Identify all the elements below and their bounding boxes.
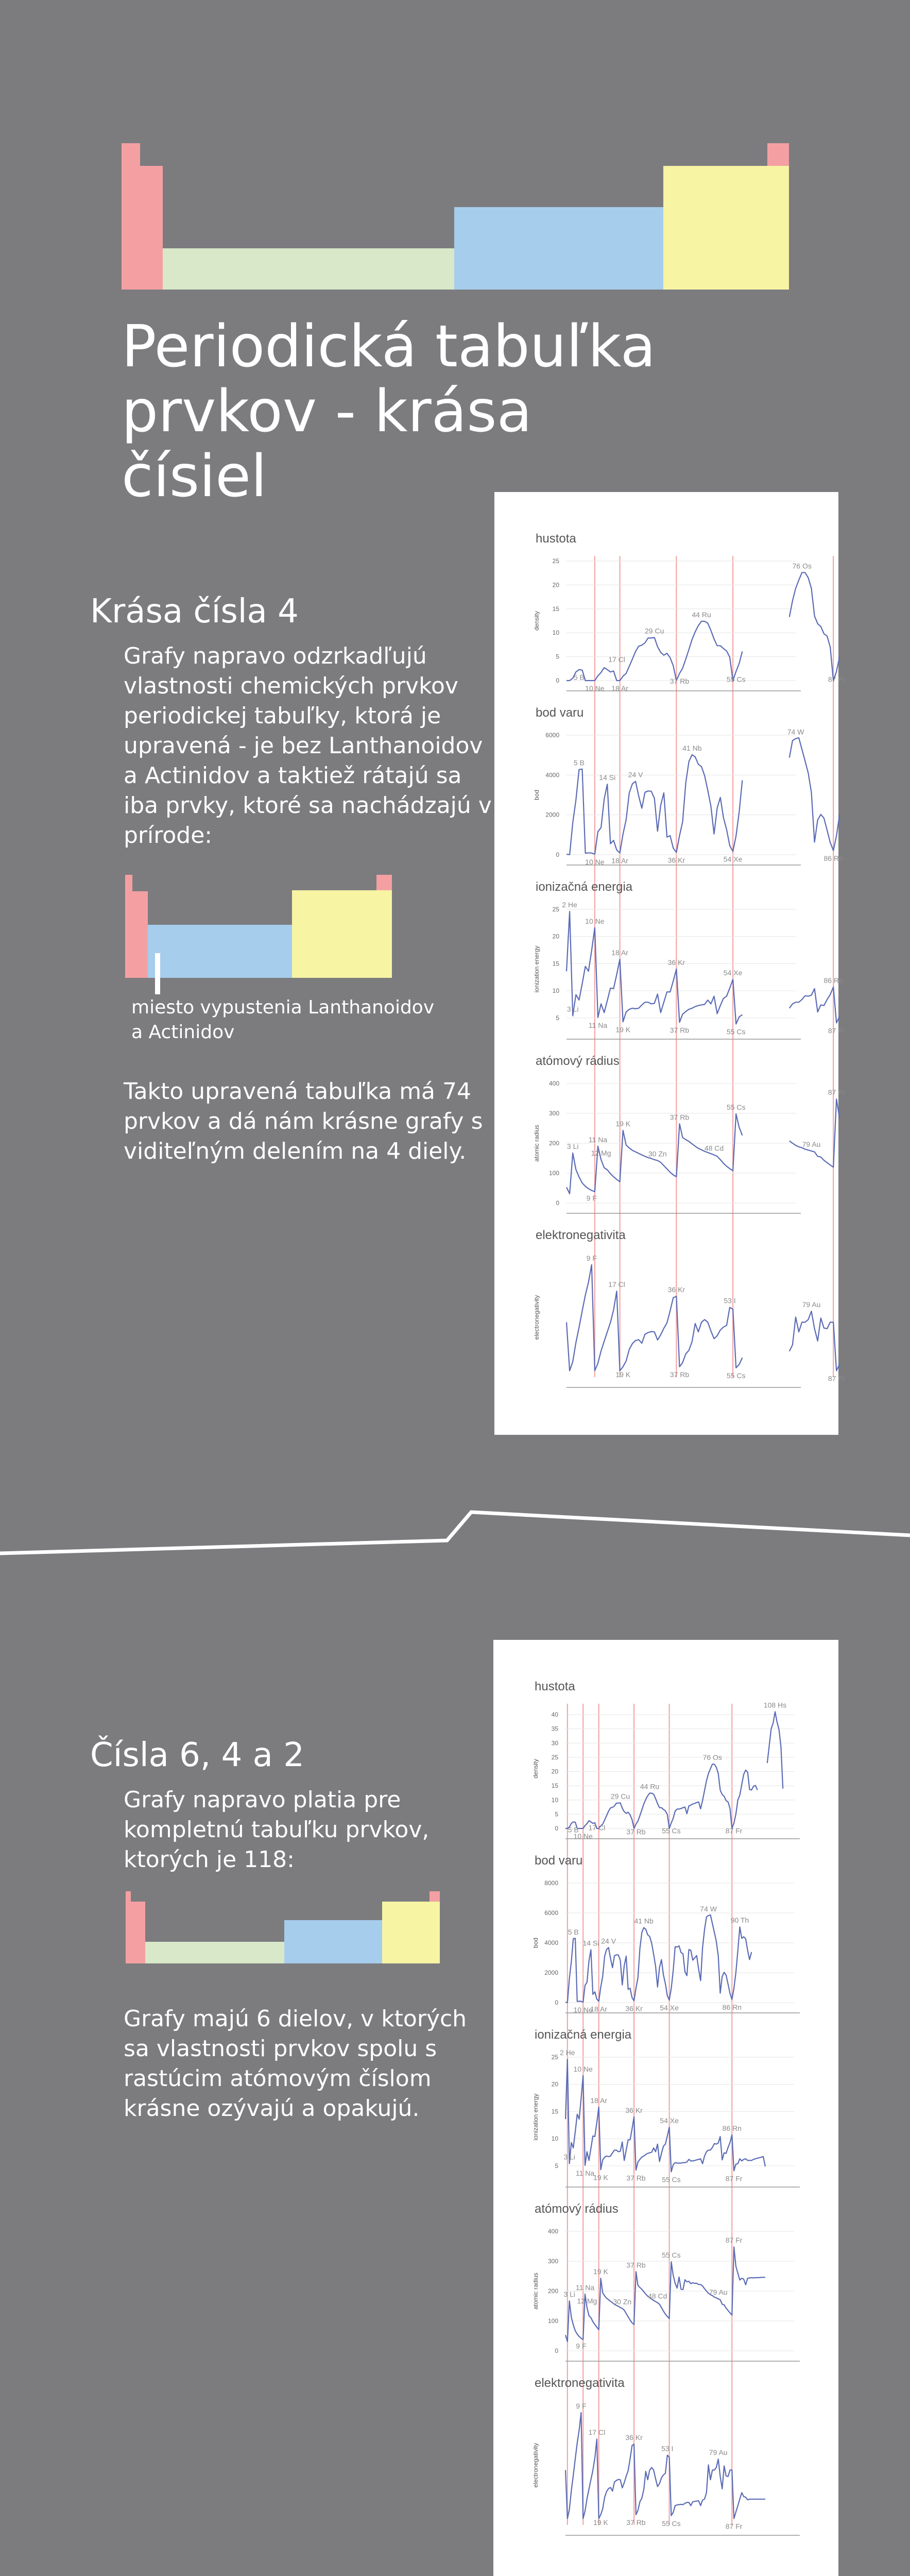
data-label: 54 Xe bbox=[660, 2004, 679, 2012]
data-label: 17 Cl bbox=[608, 655, 625, 664]
data-label: 108 Hs bbox=[763, 1701, 787, 1709]
y-tick-label: 6000 bbox=[545, 732, 559, 739]
data-label: 5 B bbox=[568, 1825, 579, 1834]
data-label: 87 Fr bbox=[828, 1374, 845, 1383]
y-tick-label: 400 bbox=[547, 2228, 558, 2235]
y-tick-label: 100 bbox=[547, 2317, 558, 2325]
y-tick-label: 30 bbox=[551, 1739, 558, 1747]
data-label: 55 Cs bbox=[662, 1826, 681, 1835]
y-tick-label: 20 bbox=[551, 1768, 558, 1775]
y-tick-label: 5 bbox=[556, 1014, 559, 1022]
data-label: 76 Os bbox=[702, 1753, 722, 1762]
title-line-2: prvkov - krása čísiel bbox=[122, 378, 533, 510]
full-block-s2 bbox=[131, 1902, 145, 1963]
periodic-table-shape-top bbox=[0, 0, 910, 309]
zigzag-line bbox=[0, 1512, 910, 1553]
data-label: 53 I bbox=[724, 1296, 736, 1305]
data-label: 24 V bbox=[628, 770, 643, 779]
series-line bbox=[565, 1712, 783, 1829]
data-label: 10 Ne bbox=[573, 2006, 593, 2014]
data-label: 19 K bbox=[593, 2518, 608, 2527]
data-label: 10 Ne bbox=[573, 1832, 593, 1840]
data-label: 36 Kr bbox=[625, 2106, 643, 2114]
full-block-p bbox=[382, 1902, 440, 1963]
y-axis-label: electronegativity bbox=[532, 2443, 539, 2488]
data-label: 2 He bbox=[560, 2048, 575, 2057]
section1-caption bbox=[131, 995, 492, 1045]
series-line bbox=[565, 1915, 751, 2003]
data-label: 55 Cs bbox=[662, 2175, 681, 2184]
y-tick-label: 200 bbox=[547, 2287, 558, 2295]
caption-line-2: a Actinidov bbox=[131, 1022, 235, 1043]
y-tick-label: 15 bbox=[552, 960, 559, 968]
chart-1-3 bbox=[533, 1054, 845, 1213]
data-label: 79 Au bbox=[802, 1300, 821, 1309]
full-block-he bbox=[430, 1891, 440, 1902]
data-label: 18 Ar bbox=[611, 856, 628, 865]
data-label: 54 Xe bbox=[723, 969, 743, 977]
data-label: 79 Au bbox=[709, 2448, 728, 2457]
block-d bbox=[454, 207, 663, 290]
small-block-s1 bbox=[125, 875, 132, 978]
y-tick-label: 10 bbox=[551, 1796, 558, 1804]
data-label: 79 Au bbox=[709, 2288, 728, 2297]
y-tick-label: 20 bbox=[552, 933, 559, 940]
data-label: 5 B bbox=[573, 758, 585, 767]
chart-panel-1 bbox=[494, 492, 845, 1435]
data-label: 87 Fr bbox=[725, 2522, 743, 2531]
y-tick-label: 0 bbox=[556, 851, 559, 858]
data-label: 41 Nb bbox=[682, 744, 702, 753]
data-label: 18 Ar bbox=[611, 684, 628, 692]
data-label: 10 Ne bbox=[573, 2064, 593, 2073]
y-tick-label: 2000 bbox=[545, 811, 559, 819]
data-label: 18 Ar bbox=[590, 2096, 608, 2105]
data-label: 54 Xe bbox=[723, 855, 743, 863]
data-label: 12 Mg bbox=[577, 2296, 597, 2305]
data-label: 24 V bbox=[601, 1937, 616, 1945]
data-label: 87 Fr bbox=[725, 2174, 743, 2183]
data-label: 74 W bbox=[787, 727, 804, 736]
series-line bbox=[566, 911, 839, 1024]
y-tick-label: 25 bbox=[552, 557, 559, 565]
block-p bbox=[663, 166, 789, 290]
data-label: 19 K bbox=[593, 2173, 608, 2182]
section2-paragraph1: Grafy napravo platia pre kompletnú tabuľku prvkov, ktorých je 118: bbox=[124, 1787, 430, 1873]
data-label: 36 Kr bbox=[625, 2433, 643, 2442]
y-tick-label: 300 bbox=[548, 1110, 559, 1117]
data-label: 3 Li bbox=[563, 2153, 575, 2161]
data-label: 5 B bbox=[568, 1928, 579, 1937]
data-label: 30 Zn bbox=[613, 2297, 632, 2306]
data-label: 37 Rb bbox=[669, 1026, 690, 1035]
data-label: 87 Fr bbox=[725, 2236, 743, 2245]
small-block-d bbox=[148, 925, 292, 978]
chart-panel-2-svg bbox=[493, 1640, 838, 2576]
data-label: 37 Rb bbox=[626, 2518, 646, 2527]
data-label: 86 Rn bbox=[823, 976, 843, 985]
data-label: 37 Rb bbox=[669, 677, 690, 686]
y-axis-label: atomic radius bbox=[532, 2273, 539, 2310]
data-label: 44 Ru bbox=[640, 1782, 660, 1791]
data-label: 55 Cs bbox=[726, 1371, 746, 1380]
chart-title: hustota bbox=[536, 532, 576, 546]
data-label: 76 Os bbox=[792, 562, 812, 570]
data-label: 44 Ru bbox=[692, 610, 711, 619]
data-label: 86 Rn bbox=[722, 2003, 742, 2011]
data-label: 11 Na bbox=[588, 1021, 608, 1029]
y-tick-label: 0 bbox=[556, 1199, 559, 1207]
chart-title: bod varu bbox=[535, 1854, 583, 1868]
y-tick-label: 300 bbox=[547, 2258, 558, 2265]
chart-panel-2 bbox=[493, 1640, 838, 2576]
caption-line-1: miesto vypustenia Lanthanoidov bbox=[131, 997, 435, 1018]
chart-1-0 bbox=[533, 532, 845, 692]
data-label: 86 Rn bbox=[722, 2124, 742, 2132]
data-label: 37 Rb bbox=[626, 1827, 646, 1836]
y-tick-label: 5 bbox=[556, 653, 559, 660]
chart-2-2 bbox=[532, 2028, 800, 2187]
data-label: 90 Th bbox=[730, 1916, 749, 1925]
data-label: 11 Na bbox=[588, 1135, 608, 1144]
full-block-d bbox=[284, 1920, 382, 1963]
y-axis-label: density bbox=[532, 1758, 539, 1779]
y-tick-label: 25 bbox=[551, 2054, 558, 2061]
y-tick-label: 100 bbox=[548, 1170, 559, 1177]
data-label: 17 Cl bbox=[588, 2428, 606, 2437]
small-block-p bbox=[292, 890, 392, 978]
data-label: 18 Ar bbox=[611, 948, 628, 957]
data-label: 37 Rb bbox=[669, 1370, 690, 1379]
small-block-he bbox=[376, 875, 392, 890]
series-line bbox=[566, 1265, 839, 1371]
y-tick-label: 5 bbox=[555, 2162, 558, 2170]
y-tick-label: 4000 bbox=[544, 1939, 558, 1946]
y-tick-label: 25 bbox=[552, 906, 559, 913]
data-label: 74 W bbox=[700, 1904, 717, 1913]
y-tick-label: 0 bbox=[555, 2347, 558, 2354]
y-tick-label: 20 bbox=[551, 2080, 558, 2088]
periodic-table-shape-small bbox=[122, 871, 431, 997]
y-tick-label: 15 bbox=[552, 605, 559, 613]
data-label: 19 K bbox=[593, 2267, 608, 2276]
data-label: 19 K bbox=[615, 1120, 631, 1128]
data-label: 11 Na bbox=[575, 2168, 595, 2177]
series-line bbox=[566, 738, 839, 855]
data-label: 17 Cl bbox=[608, 1280, 625, 1289]
y-tick-label: 0 bbox=[556, 677, 559, 684]
block-f bbox=[163, 248, 454, 290]
section-divider bbox=[0, 1484, 910, 1566]
data-label: 79 Au bbox=[802, 1140, 821, 1149]
data-label: 48 Cd bbox=[704, 1144, 724, 1153]
section1-heading: Krása čísla 4 bbox=[90, 592, 299, 631]
chart-2-1 bbox=[532, 1854, 800, 2014]
data-label: 55 Cs bbox=[726, 675, 746, 684]
title-line-1: Periodická tabuľka bbox=[122, 313, 656, 380]
data-label: 55 Cs bbox=[726, 1027, 746, 1036]
data-label: 19 K bbox=[615, 1370, 631, 1379]
data-label: 37 Rb bbox=[669, 1113, 690, 1122]
lanthanoid-gap-marker bbox=[155, 953, 160, 994]
data-label: 10 Ne bbox=[585, 684, 605, 692]
chart-title: bod varu bbox=[536, 706, 584, 720]
data-label: 19 K bbox=[615, 1025, 631, 1034]
chart-title: elektronegativita bbox=[535, 2376, 625, 2390]
data-label: 3 Li bbox=[566, 1005, 579, 1013]
page-title bbox=[122, 314, 688, 509]
y-tick-label: 0 bbox=[555, 1999, 558, 2006]
data-label: 86 Rn bbox=[823, 854, 843, 862]
y-axis-label: bod bbox=[532, 1937, 539, 1948]
y-axis-label: electronegativity bbox=[533, 1295, 540, 1340]
periodic-table-shape-full bbox=[122, 1888, 451, 1965]
block-s-col2 bbox=[140, 166, 163, 290]
y-tick-label: 15 bbox=[551, 2108, 558, 2115]
y-tick-label: 6000 bbox=[544, 1909, 558, 1917]
data-label: 87 Fr bbox=[725, 1826, 743, 1835]
chart-2-0 bbox=[532, 1680, 800, 1840]
y-tick-label: 10 bbox=[552, 629, 559, 637]
y-axis-label: ionization energy bbox=[533, 945, 540, 993]
chart-1-4 bbox=[533, 1228, 845, 1387]
data-label: 36 Kr bbox=[625, 2004, 643, 2013]
data-label: 36 Kr bbox=[667, 958, 685, 967]
y-tick-label: 10 bbox=[552, 987, 559, 995]
y-tick-label: 2000 bbox=[544, 1969, 558, 1976]
section1-paragraph1: Grafy napravo odzrkadľujú vlastnosti chemických prvkov periodickej tabuľky, ktorá je upravená - je bez Lanthanoidov a Actinidov a taktiež rátajú sa iba prvky, ktoré sa nachádzajú v prírode: bbox=[124, 643, 492, 849]
y-tick-label: 20 bbox=[552, 581, 559, 589]
y-tick-label: 40 bbox=[551, 1711, 558, 1719]
data-label: 53 I bbox=[661, 2444, 674, 2453]
data-label: 10 Ne bbox=[585, 857, 605, 866]
chart-1-1 bbox=[533, 706, 843, 866]
data-label: 48 Cd bbox=[648, 2292, 667, 2300]
y-tick-label: 10 bbox=[551, 2135, 558, 2143]
data-label: 29 Cu bbox=[645, 626, 664, 635]
chart-panel-1-svg bbox=[494, 492, 845, 1435]
data-label: 41 Nb bbox=[634, 1917, 654, 1925]
data-label: 14 Si bbox=[582, 1939, 599, 1947]
data-label: 18 Ar bbox=[590, 2005, 608, 2013]
data-label: 3 Li bbox=[563, 2290, 575, 2299]
data-label: 5 B bbox=[573, 673, 585, 682]
y-tick-label: 25 bbox=[551, 1753, 558, 1761]
data-label: 11 Na bbox=[575, 2283, 595, 2292]
data-label: 55 Cs bbox=[726, 1103, 746, 1112]
chart-title: atómový rádius bbox=[535, 2202, 619, 2216]
block-s-col1 bbox=[122, 143, 140, 290]
y-tick-label: 35 bbox=[551, 1725, 558, 1733]
chart-1-2 bbox=[533, 880, 845, 1039]
y-axis-label: density bbox=[533, 611, 540, 631]
y-tick-label: 4000 bbox=[545, 771, 559, 779]
chart-title: atómový rádius bbox=[536, 1054, 620, 1068]
data-label: 3 Li bbox=[566, 1142, 579, 1151]
data-label: 9 F bbox=[586, 1194, 597, 1202]
chart-2-4 bbox=[532, 2376, 800, 2535]
series-line bbox=[565, 2059, 765, 2172]
data-label: 30 Zn bbox=[648, 1149, 667, 1158]
data-label: 37 Rb bbox=[626, 2174, 646, 2182]
data-label: 14 Si bbox=[599, 773, 616, 782]
y-tick-label: 400 bbox=[548, 1080, 559, 1087]
data-label: 55 Cs bbox=[662, 2251, 681, 2260]
chart-2-3 bbox=[532, 2202, 800, 2361]
data-label: 87 Fr bbox=[828, 675, 845, 684]
y-axis-label: ionization energy bbox=[532, 2093, 539, 2141]
block-he bbox=[767, 143, 789, 166]
y-tick-label: 15 bbox=[551, 1782, 558, 1790]
chart-title: ionizačná energia bbox=[536, 880, 633, 894]
chart-title: ionizačná energia bbox=[535, 2028, 632, 2042]
y-axis-label: atomic radius bbox=[533, 1125, 540, 1162]
data-label: 9 F bbox=[586, 1253, 597, 1262]
section1-paragraph2: Takto upravená tabuľka má 74 prvkov a dá nám krásne grafy s viditeľným delením na 4 diely. bbox=[124, 1078, 483, 1164]
y-axis-label: bod bbox=[533, 789, 540, 801]
data-label: 36 Kr bbox=[667, 1285, 685, 1294]
data-label: 10 Ne bbox=[585, 917, 605, 925]
data-label: 9 F bbox=[576, 2342, 587, 2350]
data-label: 87 Fr bbox=[828, 1088, 845, 1097]
y-tick-label: 8000 bbox=[544, 1879, 558, 1887]
data-label: 54 Xe bbox=[660, 2116, 679, 2125]
y-tick-label: 0 bbox=[555, 1825, 558, 1832]
data-label: 36 Kr bbox=[667, 856, 685, 865]
full-block-s1 bbox=[126, 1891, 131, 1963]
data-label: 17 Cl bbox=[588, 1823, 606, 1832]
data-label: 2 He bbox=[562, 901, 577, 909]
data-label: 12 Mg bbox=[591, 1148, 611, 1157]
data-label: 29 Cu bbox=[610, 1792, 630, 1801]
data-label: 55 Cs bbox=[662, 2519, 681, 2528]
small-block-s2 bbox=[132, 891, 148, 978]
chart-title: elektronegativita bbox=[536, 1228, 626, 1242]
y-tick-label: 200 bbox=[548, 1140, 559, 1147]
section2-heading: Čísla 6, 4 a 2 bbox=[90, 1736, 304, 1774]
section2-paragraph2: Grafy majú 6 dielov, v ktorých sa vlastnosti prvkov spolu s rastúcim atómovým číslom krásne ozývajú a opakujú. bbox=[124, 2006, 467, 2122]
chart-title: hustota bbox=[535, 1680, 575, 1693]
full-block-f bbox=[145, 1942, 284, 1963]
data-label: 37 Rb bbox=[626, 2261, 646, 2269]
data-label: 87 Fr bbox=[828, 1026, 845, 1035]
y-tick-label: 5 bbox=[555, 1810, 558, 1818]
data-label: 9 F bbox=[576, 2401, 587, 2410]
